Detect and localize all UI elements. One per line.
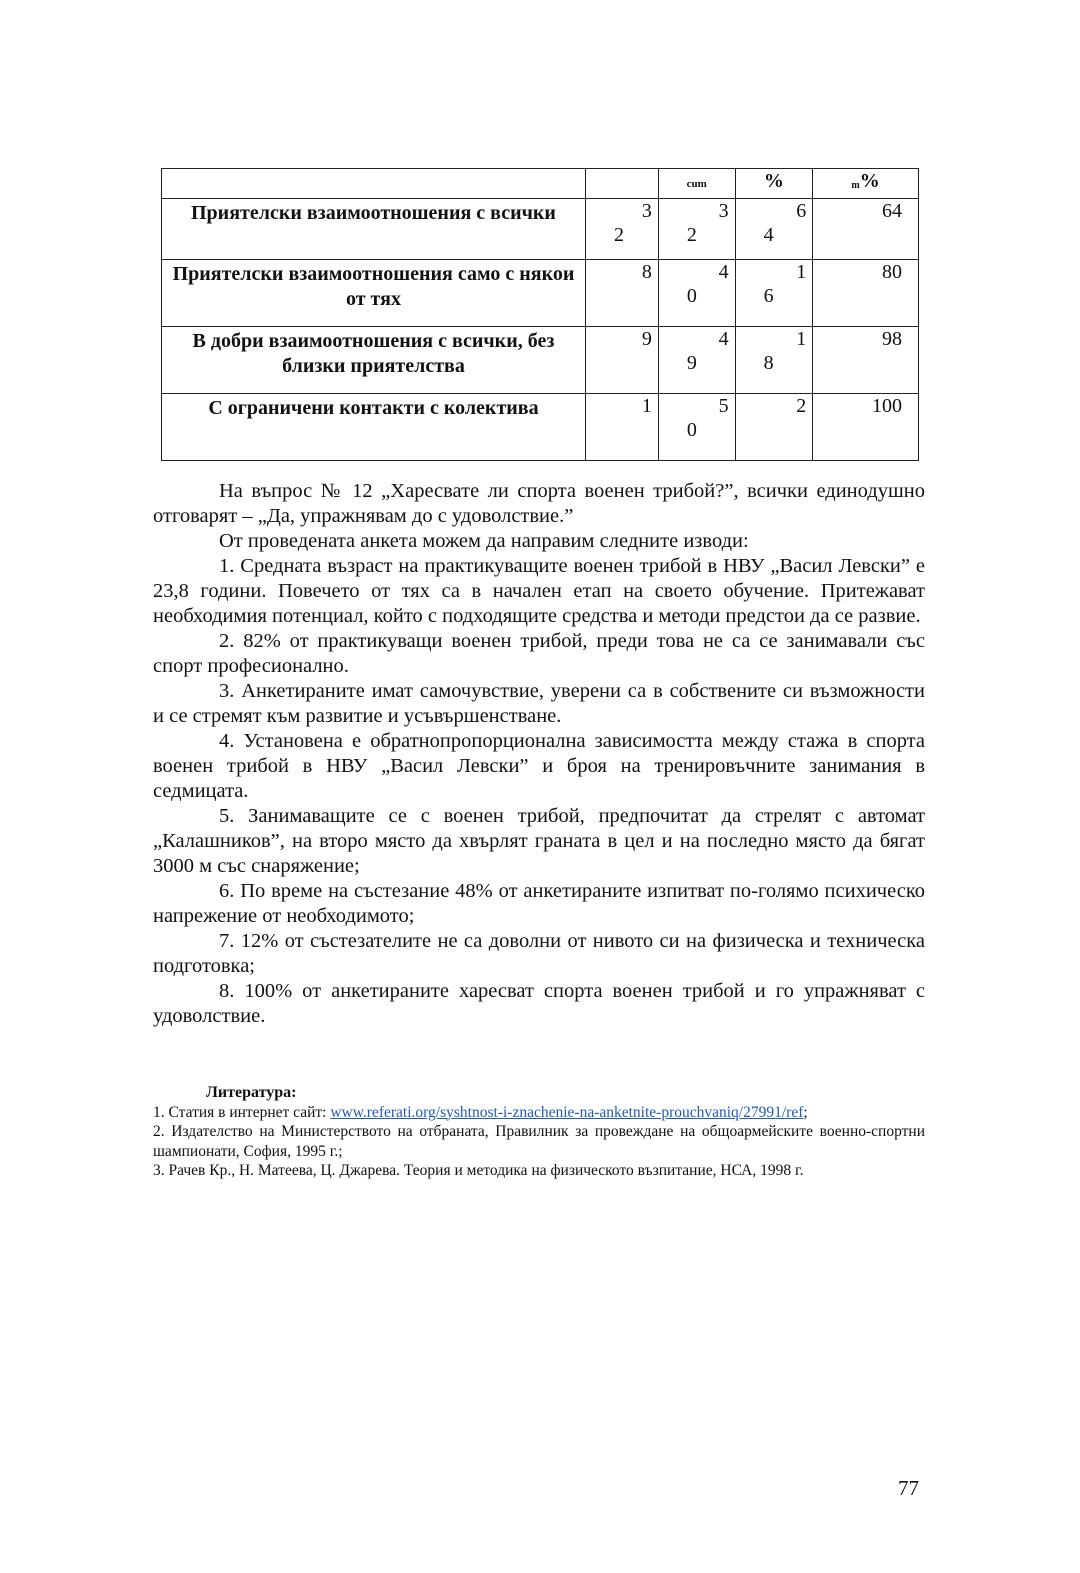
- cell-value: 2: [686, 224, 697, 246]
- cell-value: 0: [686, 285, 697, 307]
- header-cell-label: [162, 169, 586, 199]
- conclusion-item: 1. Средната възраст на практикуващите военен трибой в НВУ „Васил Левски” е 23,8 години. Повечето от тях са в начален етап на своето обучение. Притежават необходимия потенциал, който с подходящите средства и методи предстои да се развие.: [153, 555, 925, 627]
- cell-value: 4: [718, 261, 729, 283]
- row-label: Приятелски взаимоотношения с всички: [162, 199, 586, 260]
- cell-value: 1: [641, 395, 652, 417]
- reference-item: 1. Статия в интернет сайт: www.referati.org/syshtnost-i-znachenie-na-anketnite-prouchvaniq/27991/ref;: [153, 1103, 808, 1121]
- references: [153, 1083, 925, 1181]
- cell-value: 5: [718, 395, 729, 417]
- cell-value: 8: [763, 352, 774, 374]
- cell-value: 3: [718, 200, 729, 222]
- cell-value: 100: [872, 395, 902, 417]
- conclusion-item: 4. Установена е обратнопропорционална зависимостта между стажа в спорта военен трибой в НВУ „Васил Левски” и броя на тренировъчните занимания в седмицата.: [153, 730, 925, 802]
- cell-value: 64: [882, 200, 902, 222]
- conclusion-item: 2. 82% от практикуващи военен трибой, преди това не са се занимавали със спорт професионално.: [153, 630, 925, 677]
- row-label: С ограничени контакти с колектива: [162, 394, 586, 461]
- conclusion-item: 8. 100% от анкетираните харесват спорта военен трибой и го упражняват с удоволствие.: [153, 980, 925, 1027]
- row-label: Приятелски взаимоотношения само с някои от тях: [162, 260, 586, 327]
- cell-value: 4: [763, 224, 774, 246]
- cell-value: 9: [686, 352, 697, 374]
- table-row: [162, 199, 919, 260]
- reference-link[interactable]: www.referati.org/syshtnost-i-znachenie-na-anketnite-prouchvaniq/27991/ref: [330, 1103, 804, 1121]
- conclusion-item: 3. Анкетираните имат самочувствие, уверени са в собствените си възможности и се стремят към развитие и усъвършенстване.: [153, 680, 925, 727]
- cell-value: 8: [641, 261, 652, 283]
- cell-value: 80: [882, 261, 902, 283]
- cell-value: 6: [796, 200, 807, 222]
- cell-value: 6: [763, 285, 774, 307]
- paragraph: На въпрос № 12 „Харесвате ли спорта военен трибой?”, всички единодушно отговарят – „Да, упражнявам до с удоволствие.”: [153, 480, 925, 527]
- cell-value: 1: [796, 328, 807, 350]
- header-cell-percent: %: [735, 169, 813, 199]
- paragraph: От проведената анкета можем да направим следните изводи:: [219, 530, 749, 552]
- cell-value: 2: [796, 395, 807, 417]
- header-cell-count: [585, 169, 658, 199]
- conclusion-item: 7. 12% от състезателите не са доволни от нивото си на физическа и техническа подготовка;: [153, 930, 925, 977]
- header-cell-cum-percent: $_m$%: [813, 169, 919, 199]
- cell-value: 98: [882, 328, 902, 350]
- header-cell-cum: cum: [658, 169, 735, 199]
- reference-item: 2. Издателство на Министерството на отбраната, Правилник за провеждане на общоармейските военно-спортни шампионати, София, 1995 г.;: [153, 1123, 925, 1160]
- table-row: [162, 327, 919, 394]
- reference-item: 3. Рачев Кр., Н. Матеева, Ц. Джарева. Теория и методика на физическото възпитание, НСА, 1998 г.: [153, 1162, 804, 1179]
- cell-value: 3: [641, 200, 652, 222]
- cell-value: 0: [686, 419, 697, 441]
- table-row: [162, 394, 919, 461]
- cell-value: 9: [641, 328, 652, 350]
- conclusion-item: 5. Занимаващите се с военен трибой, предпочитат да стрелят с автомат „Калашников”, на второ място да хвърлят граната в цел и на последно място да бягат 3000 м със снаряжение;: [153, 805, 925, 877]
- references-heading: Литература:: [206, 1084, 297, 1101]
- body-text: [153, 479, 925, 1029]
- row-label: В добри взаимоотношения с всички, без близки приятелства: [162, 327, 586, 394]
- survey-table: [161, 168, 919, 461]
- cell-value: 2: [613, 224, 624, 246]
- cell-value: 1: [796, 261, 807, 283]
- table-row: [162, 260, 919, 327]
- page-number: 77: [898, 1476, 919, 1500]
- table-header-row: [162, 169, 919, 199]
- conclusion-item: 6. По време на състезание 48% от анкетираните изпитват по-голямо психическо напрежение от необходимото;: [153, 880, 925, 927]
- cell-value: 4: [718, 328, 729, 350]
